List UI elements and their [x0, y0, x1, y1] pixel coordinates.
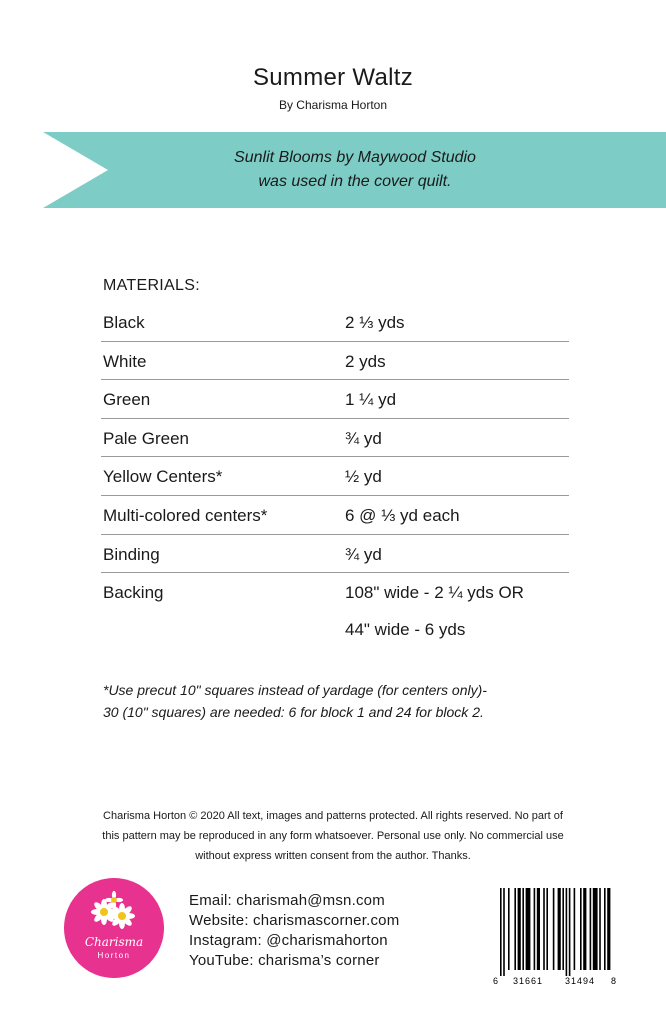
- charisma-horton-logo: [64, 878, 164, 978]
- copyright-line-3: without express written consent from the author. Thanks.: [195, 850, 471, 862]
- copyright-line-2: this pattern may be reproduced in any form whatsoever. Personal use only. No commercial use: [102, 830, 564, 842]
- materials-row: [101, 380, 569, 419]
- material-name: Black: [103, 313, 145, 332]
- copyright-line-1: Charisma Horton © 2020 All text, images and patterns protected. All rights reserved. No part of: [103, 810, 563, 822]
- barcode-right-digits: 31494: [564, 976, 596, 986]
- precut-note: [103, 679, 573, 723]
- materials-row: [101, 496, 569, 535]
- material-name: Yellow Centers*: [103, 467, 223, 487]
- banner-line-1: Sunlit Blooms by Maywood Studio: [234, 149, 476, 166]
- materials-row: [101, 342, 569, 381]
- note-line-2: 30 (10" squares) are needed: 6 for block 1 and 24 for block 2.: [103, 704, 484, 720]
- materials-row: [101, 303, 569, 342]
- contact-instagram[interactable]: Instagram: @charismahorton: [189, 932, 388, 949]
- upc-barcode: [490, 884, 620, 988]
- material-amount: 6 @ ⅓ yd each: [345, 505, 460, 525]
- material-amount: 1 ¼ yd: [345, 390, 397, 410]
- material-name: Pale Green: [103, 428, 189, 448]
- material-name: Multi-colored centers*: [103, 505, 268, 525]
- contact-info: [189, 891, 399, 971]
- barcode-lead-digit: 6: [493, 976, 499, 986]
- material-name: Green: [103, 390, 151, 410]
- contact-website[interactable]: Website: charismascorner.com: [189, 912, 400, 929]
- material-name: Binding: [103, 544, 160, 564]
- pattern-byline: By Charisma Horton: [278, 98, 388, 112]
- materials-row: [101, 419, 569, 458]
- contact-youtube[interactable]: YouTube: charisma’s corner: [189, 952, 380, 969]
- material-name: Backing: [103, 583, 164, 603]
- fabric-banner-text: [110, 146, 600, 194]
- logo-text-charisma: Charisma: [84, 935, 144, 949]
- materials-row: [101, 535, 569, 574]
- material-name: White: [103, 351, 147, 371]
- pattern-title: Summer Waltz: [252, 64, 414, 91]
- barcode-check-digit: 8: [611, 976, 617, 986]
- barcode-left-digits: 31661: [512, 976, 544, 986]
- materials-row-backing: [101, 573, 569, 647]
- material-amount-alt: 44" wide - 6 yds: [345, 620, 466, 640]
- material-amount: 2 ⅓ yds: [345, 313, 405, 332]
- note-line-1: *Use precut 10" squares instead of yardage (for centers only)-: [103, 682, 487, 698]
- materials-table: [101, 303, 569, 647]
- material-amount: 108" wide - 2 ¼ yds OR: [345, 583, 524, 603]
- copyright-notice: [40, 806, 626, 866]
- materials-heading: MATERIALS:: [103, 277, 200, 294]
- material-amount: 2 yds: [345, 351, 386, 371]
- material-amount: ½ yd: [345, 467, 382, 487]
- contact-email[interactable]: Email: charismah@msn.com: [189, 892, 385, 909]
- banner-line-2: was used in the cover quilt.: [258, 173, 452, 190]
- logo-text-horton: Horton: [97, 951, 131, 960]
- materials-row: [101, 457, 569, 496]
- material-amount: ¾ yd: [345, 544, 382, 564]
- material-amount: ¾ yd: [345, 428, 382, 448]
